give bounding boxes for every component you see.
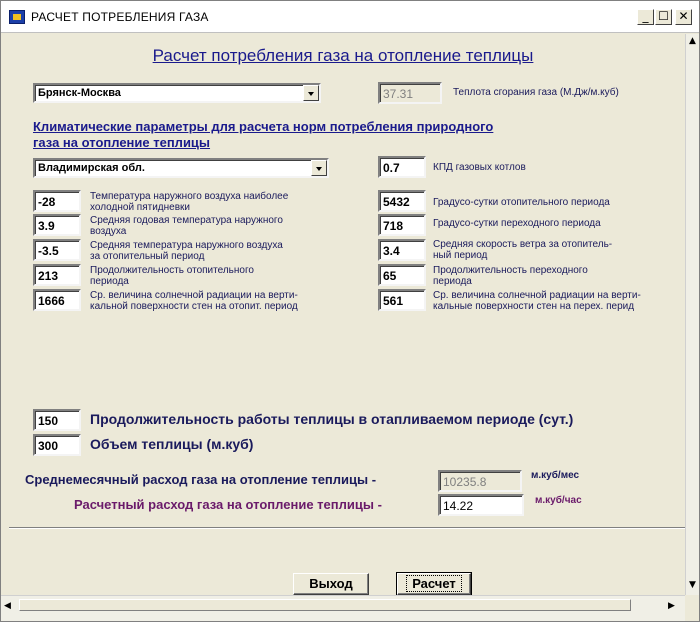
hourly-consumption-field: 14.22 — [438, 494, 524, 516]
solar-heating-label: Ср. величина солнечной радиации на верти- кальной поверхности стен на отопит. период — [90, 290, 298, 312]
scroll-down-icon[interactable]: ▼ — [689, 580, 696, 590]
region-select[interactable] — [33, 158, 329, 178]
hourly-unit: м.куб/час — [535, 495, 582, 506]
scroll-thumb[interactable] — [19, 599, 631, 611]
annual-temp-label: Средняя годовая температура наружного воздуха — [90, 215, 283, 237]
divider — [9, 527, 685, 529]
annual-temp-field[interactable]: 3.9 — [33, 214, 81, 236]
boiler-efficiency-field[interactable]: 0.7 — [378, 156, 426, 178]
monthly-unit: м.куб/мес — [531, 470, 580, 481]
boiler-efficiency-label: КПД газовых котлов — [433, 162, 526, 173]
chevron-down-icon[interactable] — [303, 85, 319, 101]
exit-button[interactable]: Выход — [293, 573, 369, 595]
coldest-temp-field[interactable]: -28 — [33, 190, 81, 212]
route-select-value: Брянск-Москва — [38, 87, 121, 99]
scroll-right-icon[interactable]: ▶ — [668, 601, 675, 611]
transition-duration-label: Продолжительность переходного периода — [433, 265, 588, 287]
region-select-value: Владимирская обл. — [38, 162, 145, 174]
solar-transition-label: Ср. величина солнечной радиации на верти- кальные поверхности стен на перех. перид — [433, 290, 641, 312]
coldest-temp-label: Температура наружного воздуха наиболее холодной пятидневки — [90, 191, 289, 213]
climate-section-title: Климатические параметры для расчета норм потребления природного газа на отопление теплицы — [33, 119, 494, 150]
close-button[interactable]: ✕ — [675, 9, 692, 25]
volume-field[interactable]: 300 — [33, 434, 81, 456]
work-duration-field[interactable]: 150 — [33, 409, 81, 431]
wind-speed-field[interactable]: 3.4 — [378, 239, 426, 261]
maximize-button[interactable]: ☐ — [655, 9, 672, 25]
route-select[interactable] — [33, 83, 321, 103]
title-bar[interactable] — [1, 1, 699, 33]
monthly-consumption-label: Среднемесячный расход газа на отопление теплицы - — [25, 472, 377, 487]
scroll-up-icon[interactable]: ▲ — [689, 36, 696, 46]
transition-degree-days-label: Градусо-сутки переходного периода — [433, 218, 601, 229]
heating-avg-temp-field[interactable]: -3.5 — [33, 239, 81, 261]
solar-transition-field[interactable]: 561 — [378, 289, 426, 311]
hourly-consumption-label: Расчетный расход газа на отопление теплицы - — [74, 497, 382, 512]
volume-label: Объем теплицы (м.куб) — [90, 436, 254, 452]
scroll-left-icon[interactable]: ◀ — [4, 601, 11, 611]
vertical-scrollbar[interactable] — [685, 34, 699, 595]
horizontal-scrollbar[interactable] — [1, 595, 685, 621]
wind-speed-label: Средняя скорость ветра за отопитель- ный период — [433, 239, 613, 261]
app-icon — [9, 10, 25, 24]
heating-avg-temp-label: Средняя температура наружного воздуха за отопительный период — [90, 240, 283, 262]
calculate-button-label: Расчет — [406, 575, 462, 592]
chevron-down-icon[interactable] — [311, 160, 327, 176]
transition-duration-field[interactable]: 65 — [378, 264, 426, 286]
monthly-consumption-field: 10235.8 — [438, 470, 522, 492]
scroll-corner — [685, 595, 699, 621]
heating-degree-days-label: Градусо-сутки отопительного периода — [433, 197, 610, 208]
page-title: Расчет потребления газа на отопление теплицы — [152, 46, 534, 65]
form-client-area — [1, 34, 685, 595]
work-duration-label: Продолжительность работы теплицы в отапливаемом периоде (сут.) — [90, 411, 574, 427]
calculate-button[interactable] — [397, 573, 471, 595]
heating-duration-field[interactable]: 213 — [33, 264, 81, 286]
transition-degree-days-field[interactable]: 718 — [378, 214, 426, 236]
heating-duration-label: Продолжительность отопительного периода — [90, 265, 254, 287]
solar-heating-field[interactable]: 1666 — [33, 289, 81, 311]
calorific-value-field: 37.31 — [378, 82, 442, 104]
window-title: РАСЧЕТ ПОТРЕБЛЕНИЯ ГАЗА — [31, 10, 209, 24]
calorific-label: Теплота сгорания газа (М.Дж/м.куб) — [453, 87, 619, 98]
heating-degree-days-field[interactable]: 5432 — [378, 190, 426, 212]
minimize-button[interactable]: _ — [637, 9, 654, 25]
